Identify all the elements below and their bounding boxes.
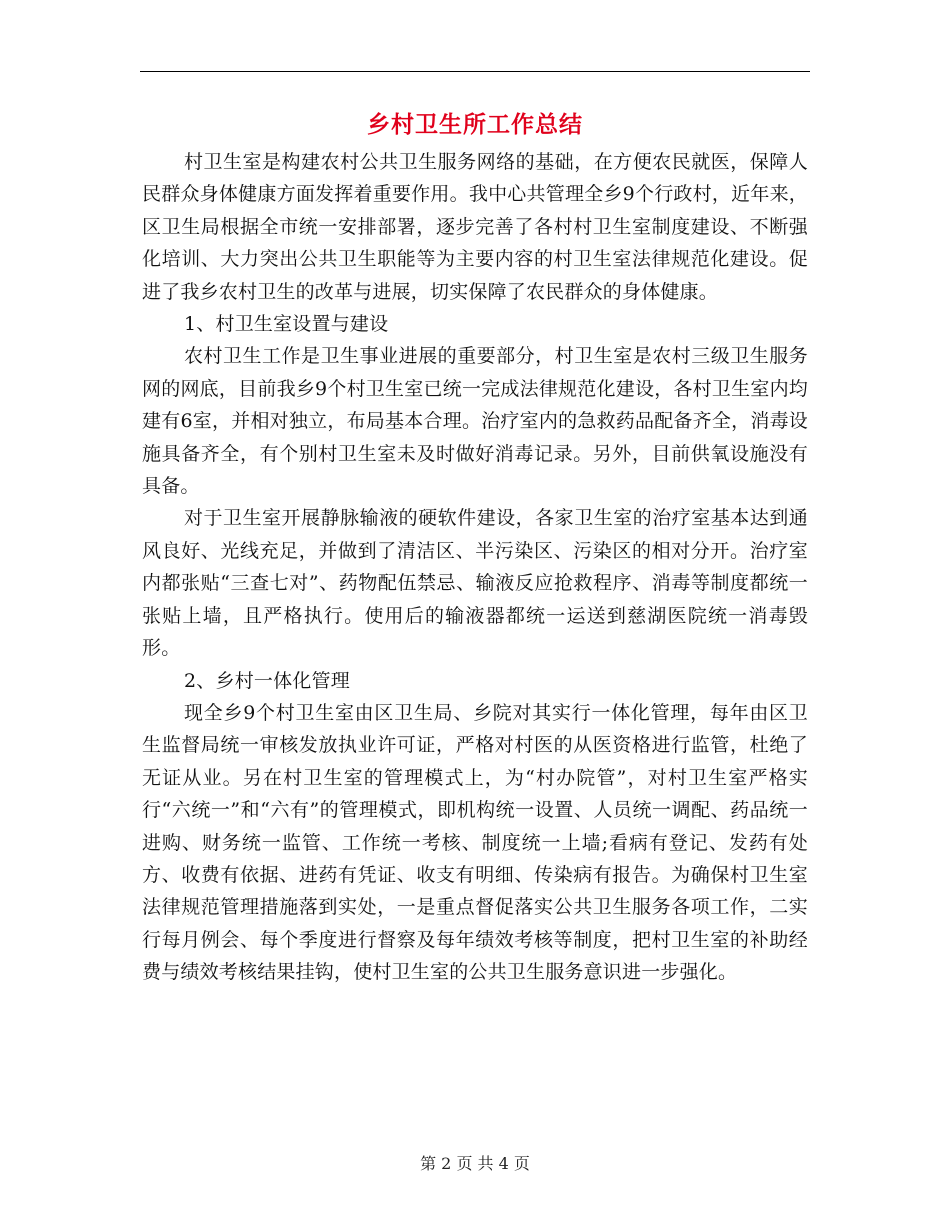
page-number-footer: 第 2 页 共 4 页 — [420, 1154, 530, 1173]
section-heading-2: 2、乡村一体化管理 — [184, 669, 350, 692]
paragraph-section-1a: 农村卫生工作是卫生事业进展的重要部分，村卫生室是农村三级卫生服务网的网底，目前我乡9个村卫生室已统一完成法律规范化建设，各村卫生室内均建有6室，并相对独立，布局基本合理。治疗室内的急救药品配备齐全，消毒设施具备齐全，有个别村卫生室未及时做好消毒记录。另外，目前供氧设施没有具备。 — [142, 345, 808, 498]
paragraph-intro: 村卫生室是构建农村公共卫生服务网络的基础，在方便农民就医，保障人民群众身体健康方面发挥着重要作用。我中心共管理全乡9个行政村，近年来，区卫生局根据全市统一安排部署，逐步完善了各村村卫生室制度建设、不断强化培训、大力突出公共卫生职能等为主要内容的村卫生室法律规范化建设。促进了我乡农村卫生的改革与进展，切实保障了农民群众的身体健康。 — [142, 151, 808, 303]
header-rule — [140, 71, 810, 72]
document-body — [142, 146, 808, 989]
paragraph-section-2: 现全乡9个村卫生室由区卫生局、乡院对其实行一体化管理，每年由区卫生监督局统一审核发放执业许可证，严格对村医的从医资格进行监管，杜绝了无证从业。另在村卫生室的管理模式上，为“村办院管”，对村卫生室严格实行“六统一”和“六有”的管理模式，即机构统一设置、人员统一调配、药品统一进购、财务统一监管、工作统一考核、制度统一上墙;看病有登记、发药有处方、收费有依据、进药有凭证、收支有明细、传染病有报告。为确保村卫生室法律规范管理措施落到实处，一是重点督促落实公共卫生服务各项工作，二实行每月例会、每个季度进行督察及每年绩效考核等制度，把村卫生室的补助经费与绩效考核结果挂钩，使村卫生室的公共卫生服务意识进一步强化。 — [142, 701, 808, 984]
document-title: 乡村卫生所工作总结 — [367, 112, 583, 138]
section-heading-1: 1、村卫生室设置与建设 — [184, 313, 389, 336]
paragraph-section-1b: 对于卫生室开展静脉输液的硬软件建设，各家卫生室的治疗室基本达到通风良好、光线充足，并做到了清洁区、半污染区、污染区的相对分开。治疗室内都张贴“三查七对”、药物配伍禁忌、输液反应抢救程序、消毒等制度都统一张贴上墙，且严格执行。使用后的输液器都统一运送到慈湖医院统一消毒毁形。 — [142, 507, 808, 660]
